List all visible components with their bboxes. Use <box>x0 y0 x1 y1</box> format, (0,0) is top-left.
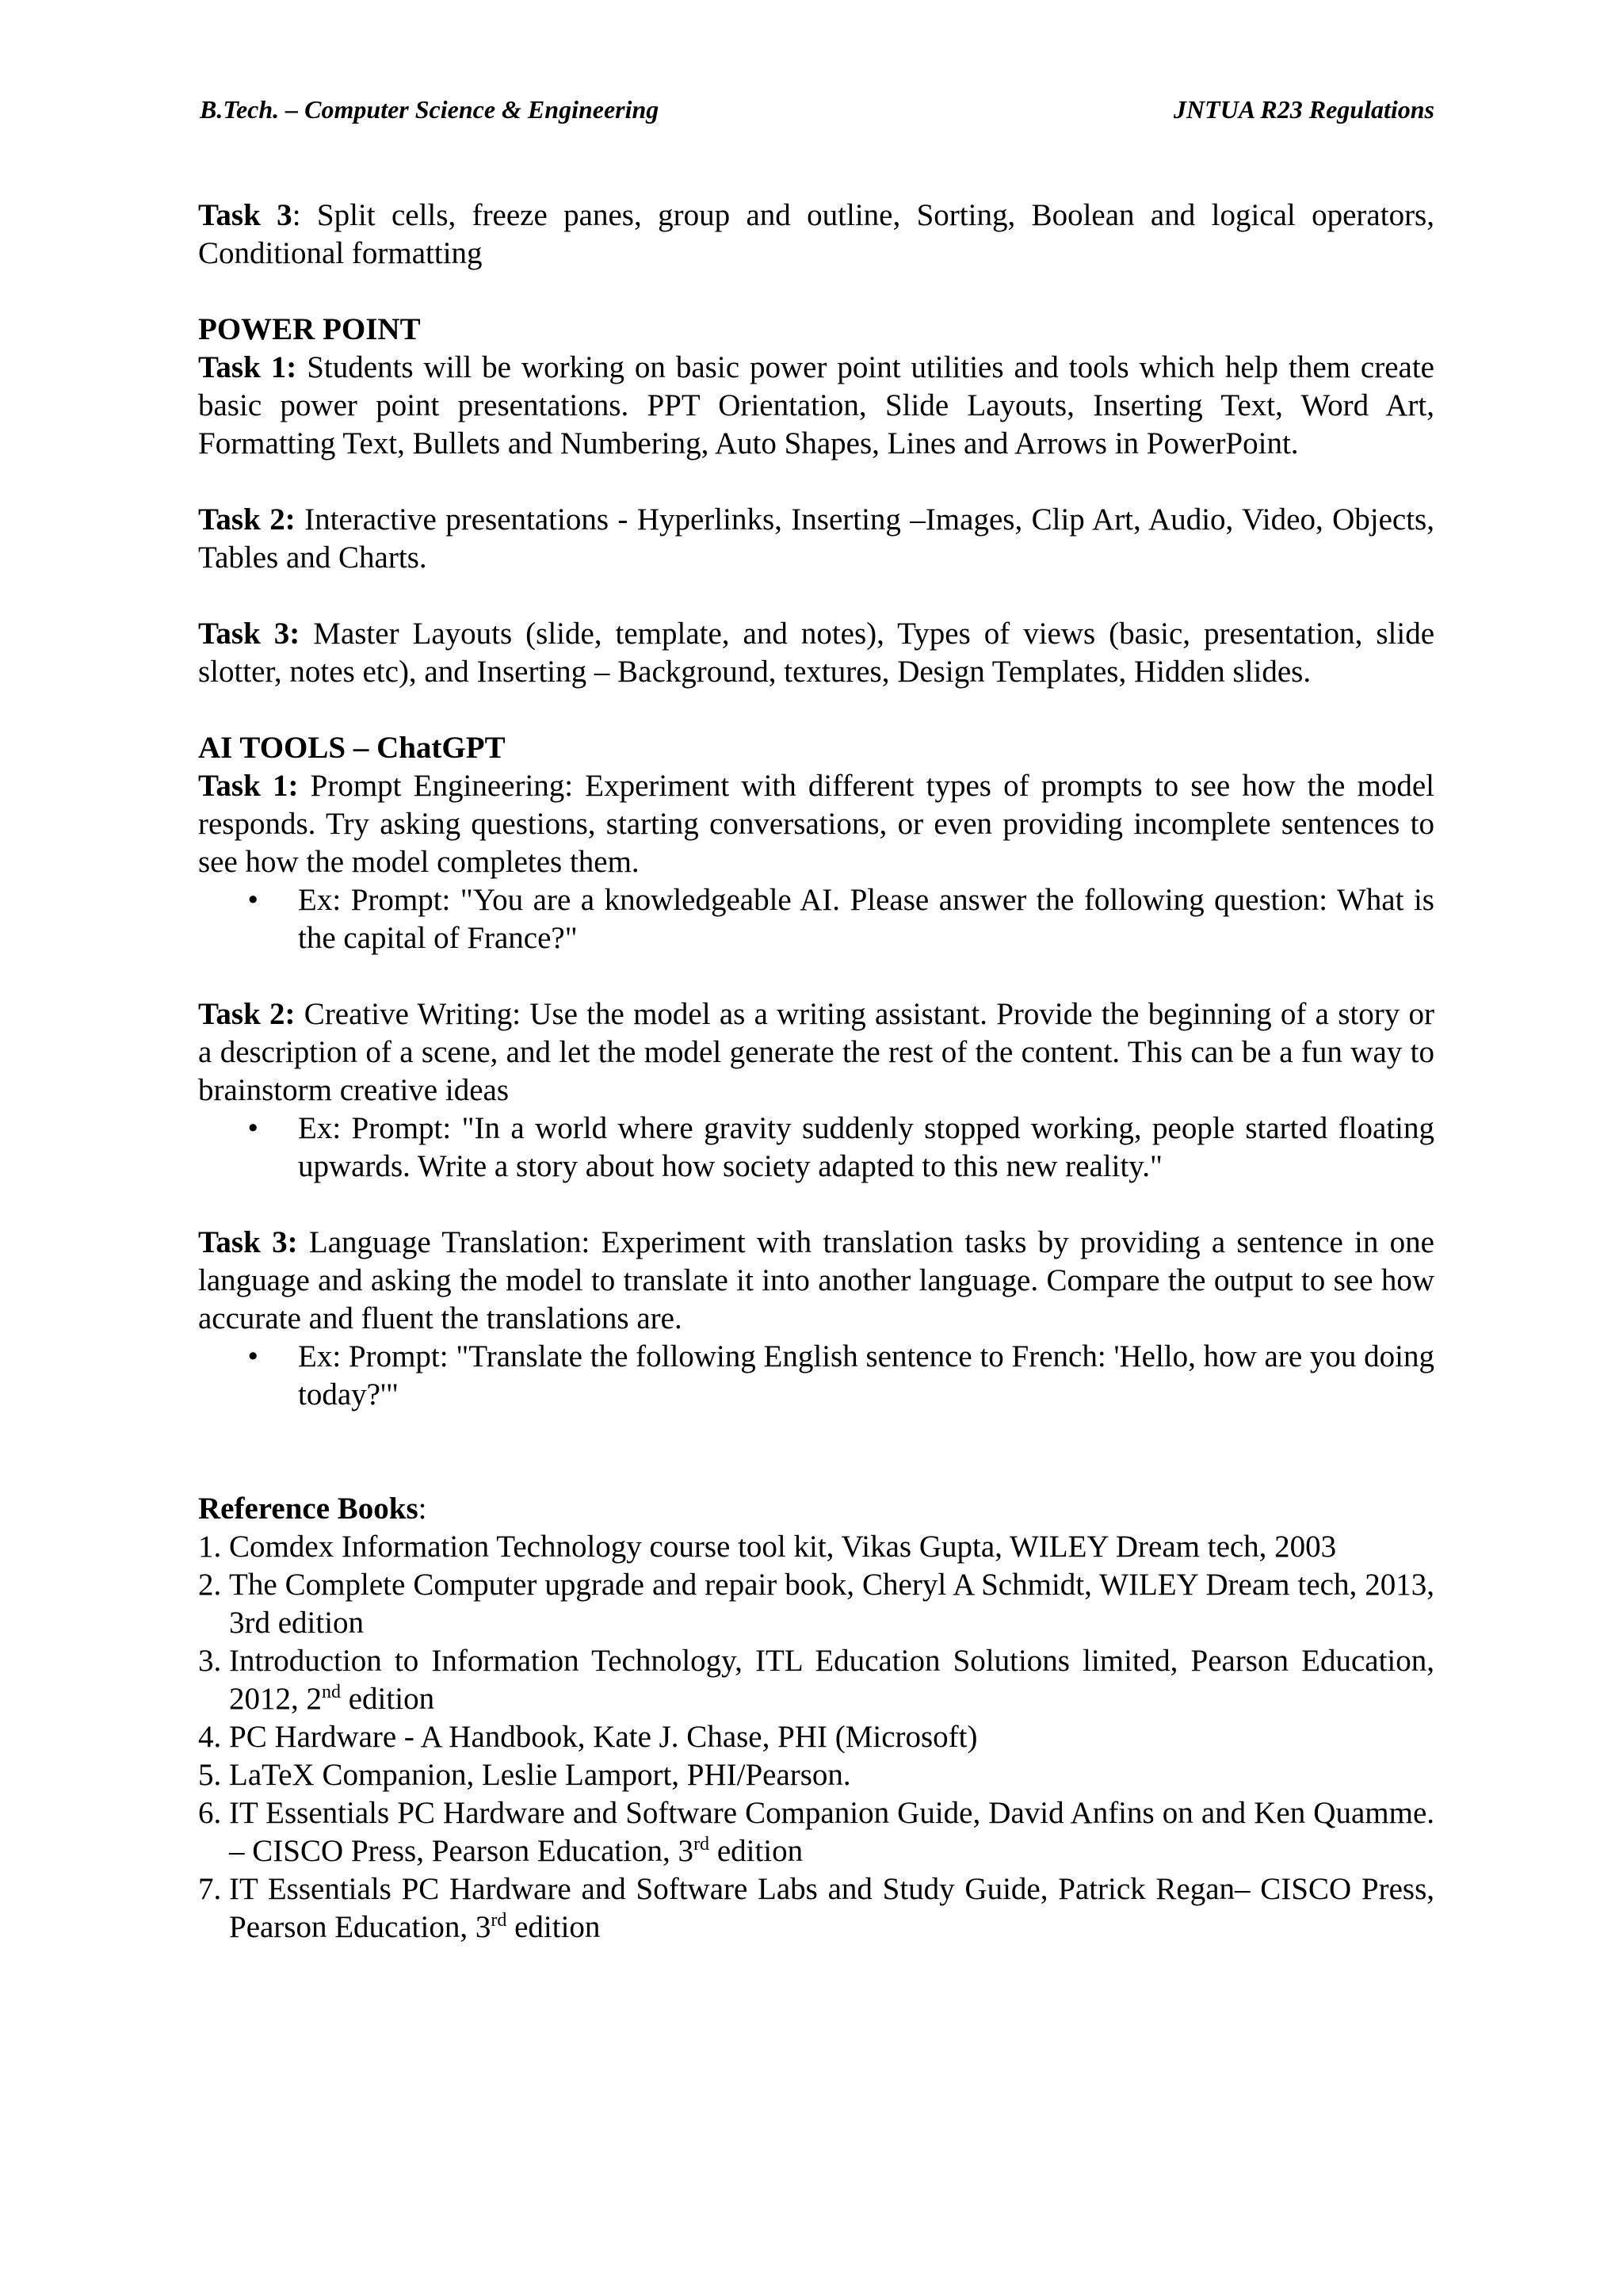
reference-item <box>198 1566 1434 1642</box>
bullet-item <box>198 1338 1434 1414</box>
reference-number: 2. <box>198 1568 229 1602</box>
task-text: Master Layouts (slide, template, and notes), Types of views (basic, presentation, slide slotter, notes etc), and Inserting – Background, textures, Design Templates, Hidden slides. <box>198 617 1435 689</box>
bullet-item <box>198 881 1434 957</box>
powerpoint-task-1 <box>198 349 1434 463</box>
reference-item <box>198 1794 1434 1870</box>
reference-item <box>198 1718 1434 1756</box>
ai-task-3 <box>198 1224 1434 1338</box>
reference-list <box>198 1528 1434 1946</box>
task-label: Task 3: <box>198 617 300 651</box>
bullet-item <box>198 1110 1434 1186</box>
reference-superscript: rd <box>491 1910 507 1931</box>
reference-text: LaTeX Companion, Leslie Lamport, PHI/Pearson. <box>229 1758 851 1792</box>
reference-superscript: nd <box>322 1682 341 1702</box>
task-label: Task 3: <box>198 1225 298 1259</box>
bullet-text: Ex: Prompt: "You are a knowledgeable AI. Please answer the following question: What is the capital of France?" <box>298 883 1434 955</box>
page-content <box>198 197 1434 1946</box>
task-text: : Split cells, freeze panes, group and outline, Sorting, Boolean and logical operators, Conditional formatting <box>198 198 1434 270</box>
reference-superscript: rd <box>693 1834 710 1855</box>
powerpoint-task-3 <box>198 615 1434 691</box>
bullet-icon: • <box>247 1111 258 1145</box>
header-program: B.Tech. – Computer Science & Engineering <box>200 95 659 124</box>
reference-number: 1. <box>198 1530 229 1564</box>
ai-task-2 <box>198 995 1434 1110</box>
references-title: Reference Books <box>198 1492 418 1526</box>
task-text: Language Translation: Experiment with translation tasks by providing a sentence in one language and asking the model to translate it into another language. Compare the output to see how accurate and fluent the translations are. <box>198 1225 1434 1335</box>
task-label: Task 3 <box>198 198 292 232</box>
reference-number: 5. <box>198 1758 229 1792</box>
task-text: Students will be working on basic power point utilities and tools which help them create basic power point presentations. PPT Orientation, Slide Layouts, Inserting Text, Word Art, Formatting Text, Bullets and Numbering, Auto Shapes, Lines and Arrows in PowerPoint. <box>198 350 1434 460</box>
header-regulations: JNTUA R23 Regulations <box>1174 95 1434 124</box>
reference-number: 6. <box>198 1796 229 1830</box>
task-text: Creative Writing: Use the model as a writing assistant. Provide the beginning of a story or a description of a scene, and let the model generate the rest of the content. This can be a fun way to brainstorm creative ideas <box>198 997 1434 1107</box>
page-header <box>198 95 1434 124</box>
excel-task-3 <box>198 197 1434 273</box>
reference-number: 4. <box>198 1720 229 1754</box>
task-label: Task 2: <box>198 997 296 1031</box>
task-label: Task 1: <box>198 350 297 384</box>
section-title-ai-tools: AI TOOLS – ChatGPT <box>198 731 506 765</box>
reference-number: 7. <box>198 1872 229 1906</box>
task-label: Task 2: <box>198 502 296 537</box>
powerpoint-task-2 <box>198 501 1434 577</box>
task-text: Interactive presentations - Hyperlinks, Inserting –Images, Clip Art, Audio, Video, Objects, Tables and Charts. <box>198 502 1434 575</box>
references-heading <box>198 1490 1434 1528</box>
section-title-powerpoint: POWER POINT <box>198 312 421 346</box>
reference-text: The Complete Computer upgrade and repair book, Cheryl A Schmidt, WILEY Dream tech, 2013, 3rd edition <box>229 1568 1434 1640</box>
bullet-text: Ex: Prompt: "Translate the following English sentence to French: 'Hello, how are you doing today?'" <box>298 1339 1434 1412</box>
reference-text: PC Hardware - A Handbook, Kate J. Chase, PHI (Microsoft) <box>229 1720 978 1754</box>
reference-text: IT Essentials PC Hardware and Software Labs and Study Guide, Patrick Regan– CISCO Press, Pearson Education, 3rd edition <box>229 1872 1434 1944</box>
ai-task-1 <box>198 767 1434 881</box>
reference-number: 3. <box>198 1644 229 1678</box>
bullet-icon: • <box>247 1339 258 1373</box>
references-colon: : <box>418 1492 427 1526</box>
reference-text: Comdex Information Technology course tool kit, Vikas Gupta, WILEY Dream tech, 2003 <box>229 1530 1337 1564</box>
reference-item <box>198 1870 1434 1946</box>
bullet-text: Ex: Prompt: "In a world where gravity suddenly stopped working, people started floating upwards. Write a story about how society adapted to this new reality." <box>298 1111 1434 1183</box>
reference-text: Introduction to Information Technology, ITL Education Solutions limited, Pearson Education, 2012, 2nd edition <box>229 1644 1434 1716</box>
task-label: Task 1: <box>198 769 299 803</box>
reference-text: IT Essentials PC Hardware and Software Companion Guide, David Anfins on and Ken Quamme. – CISCO Press, Pearson Education, 3rd edition <box>229 1796 1434 1868</box>
task-text: Prompt Engineering: Experiment with different types of prompts to see how the model responds. Try asking questions, starting conversations, or even providing incomplete sentences to see how the model completes them. <box>198 769 1434 879</box>
reference-item <box>198 1756 1434 1794</box>
reference-item <box>198 1528 1434 1566</box>
reference-item <box>198 1642 1434 1718</box>
bullet-icon: • <box>247 883 258 917</box>
